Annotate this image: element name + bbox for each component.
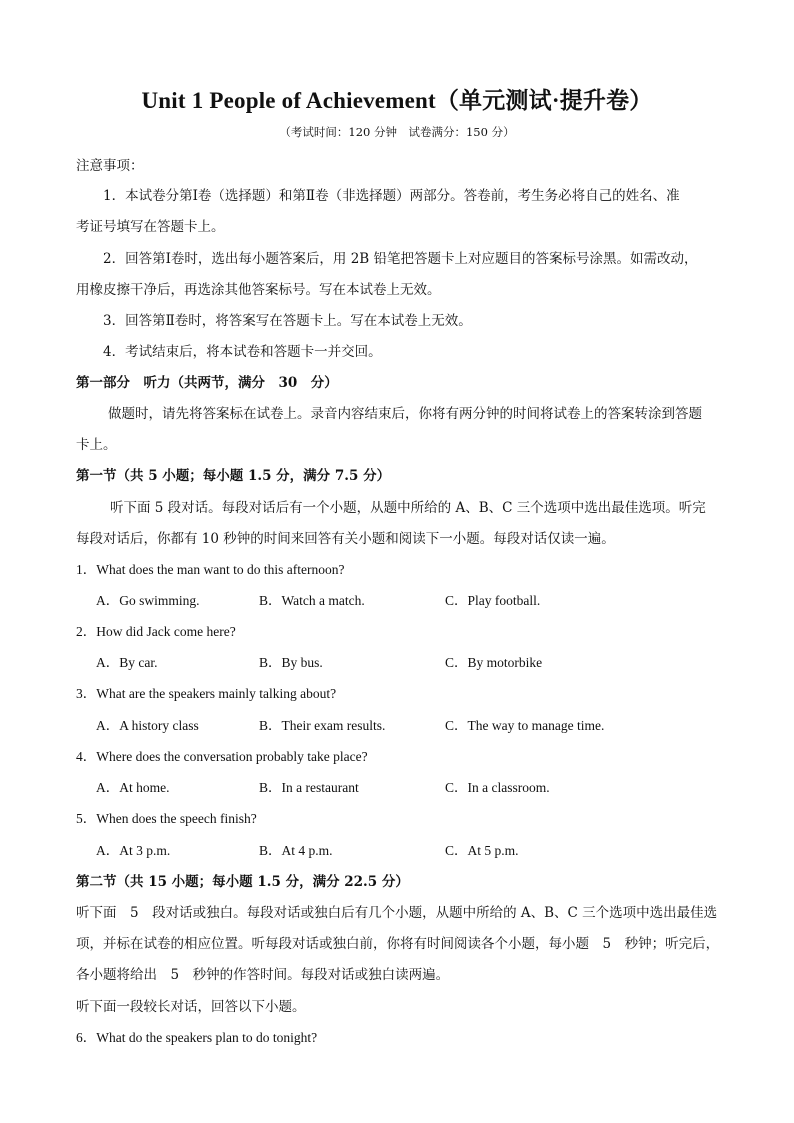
question-5-option-c: C．At 5 p.m. xyxy=(445,843,519,858)
exam-info: （考试时间：120 分钟 试卷满分：150 分） xyxy=(279,125,515,139)
question-5-option-b: B．At 4 p.m. xyxy=(259,843,333,858)
question-1-option-c: C．Play football. xyxy=(445,593,541,608)
notice-item-3: 3．回答第Ⅱ卷时，将答案写在答题卡上。写在本试卷上无效。 xyxy=(103,313,472,329)
question-3-option-c: C．The way to manage time. xyxy=(445,718,605,733)
question-3: 3．What are the speakers mainly talking about? xyxy=(76,686,337,701)
question-2-option-a: A．By car. xyxy=(96,655,158,670)
section2-intro: 听下面 5 段对话或独白。每段对话或独白后有几个小题，从题中所给的 A、B、C 三个选项中选出最佳选 xyxy=(76,905,718,921)
question-1-option-a: A．Go swimming. xyxy=(96,593,200,608)
notice-item-2-cont: 用橡皮擦干净后，再选涂其他答案标号。写在本试卷上无效。 xyxy=(76,282,441,298)
notice-heading: 注意事项： xyxy=(76,158,144,174)
question-5: 5．When does the speech finish? xyxy=(76,811,257,826)
part1-intro: 做题时，请先将答案标在试卷上。录音内容结束后，你将有两分钟的时间将试卷上的答案转涂到答题 xyxy=(108,406,702,422)
section1-intro-cont: 每段对话后，你都有 10 秒钟的时间来回答有关小题和阅读下一小题。每段对话仅读一遍。 xyxy=(76,531,615,547)
part1-heading: 第一部分 听力（共两节，满分 30 分） xyxy=(76,375,338,391)
listen-prompt: 听下面一段较长对话，回答以下小题。 xyxy=(76,999,306,1015)
section2-heading: 第二节（共 15 小题；每小题 1.5 分，满分 22.5 分） xyxy=(76,874,409,890)
part1-intro-cont: 卡上。 xyxy=(76,437,117,453)
question-2-option-c: C．By motorbike xyxy=(445,655,543,670)
section2-intro-cont-1: 项，并标在试卷的相应位置。听每段对话或独白前，你将有时间阅读各个小题，每小题 5 秒钟；听完后， xyxy=(76,936,720,952)
section1-intro: 听下面 5 段对话。每段对话后有一个小题，从题中所给的 A、B、C 三个选项中选出最佳选项。听完 xyxy=(110,500,706,516)
question-1-option-b: B．Watch a match. xyxy=(259,593,365,608)
question-1: 1．What does the man want to do this afternoon? xyxy=(76,562,345,577)
section2-intro-cont-2: 各小题将给出 5 秒钟的作答时间。每段对话或独白读两遍。 xyxy=(76,967,450,983)
notice-item-2: 2．回答第Ⅰ卷时，选出每小题答案后，用 2B 铅笔把答题卡上对应题目的答案标号涂黑。如需改动， xyxy=(103,251,698,267)
page-title: Unit 1 People of Achievement（单元测试·提升卷） xyxy=(141,88,653,113)
question-4-option-c: C．In a classroom. xyxy=(445,780,550,795)
question-3-option-a: A．A history class xyxy=(96,718,199,733)
question-5-option-a: A．At 3 p.m. xyxy=(96,843,171,858)
question-4: 4．Where does the conversation probably take place? xyxy=(76,749,368,764)
question-4-option-b: B．In a restaurant xyxy=(259,780,359,795)
question-2-option-b: B．By bus. xyxy=(259,655,323,670)
question-2: 2．How did Jack come here? xyxy=(76,624,236,639)
notice-item-1-cont: 考证号填写在答题卡上。 xyxy=(76,219,225,235)
question-6: 6．What do the speakers plan to do tonight? xyxy=(76,1030,318,1045)
section1-heading: 第一节（共 5 小题；每小题 1.5 分，满分 7.5 分） xyxy=(76,468,391,484)
question-3-option-b: B．Their exam results. xyxy=(259,718,386,733)
notice-item-1: 1．本试卷分第Ⅰ卷（选择题）和第Ⅱ卷（非选择题）两部分。答卷前，考生务必将自己的姓名、准 xyxy=(103,188,680,204)
notice-item-4: 4．考试结束后，将本试卷和答题卡一并交回。 xyxy=(103,344,382,360)
question-4-option-a: A．At home. xyxy=(96,780,170,795)
